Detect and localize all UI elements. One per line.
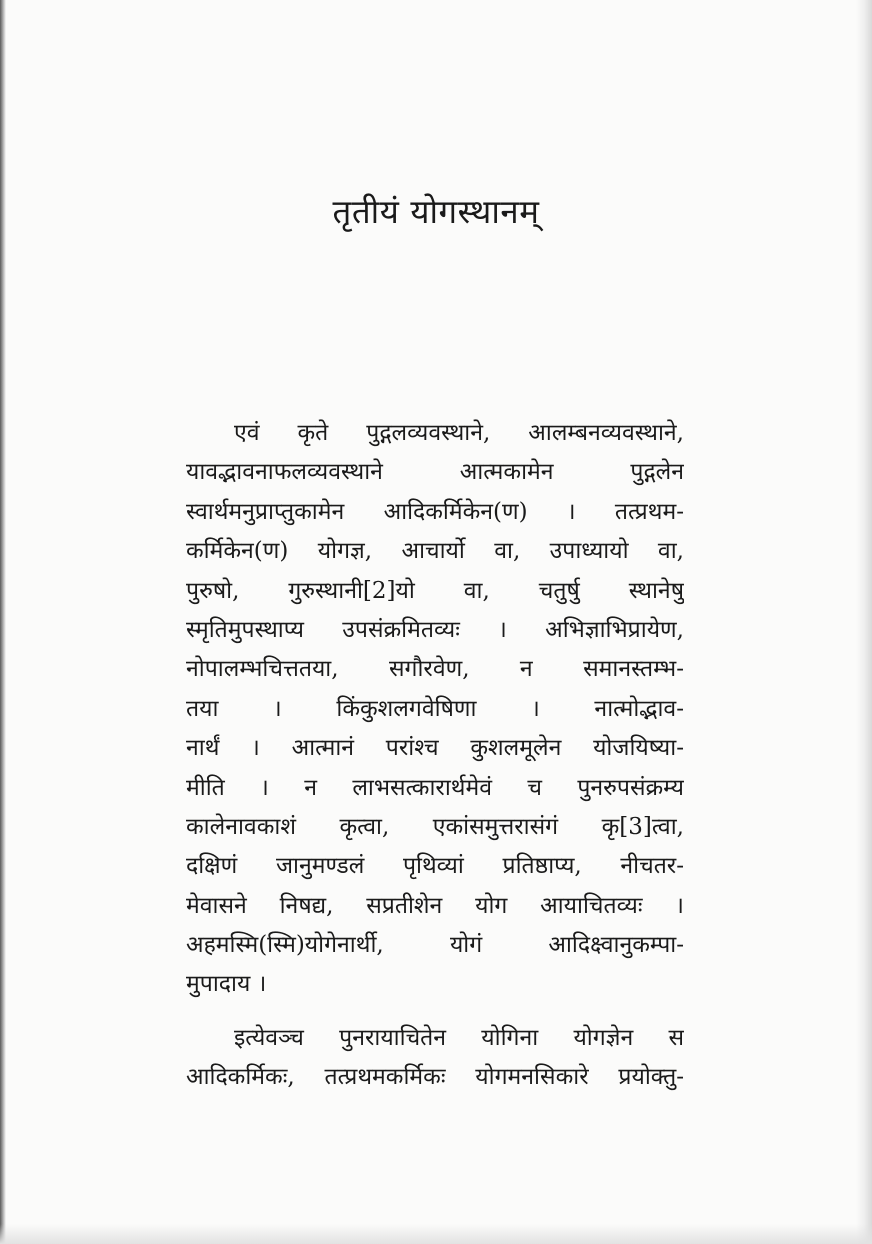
text-line: अहमस्मि(स्मि)योगेनार्थी, योगं आदिक्ष्वानुकम्पा- xyxy=(186,932,684,959)
text-line: तया । किंकुशलगवेषिणा । नात्मोद्भाव- xyxy=(186,695,684,722)
text-line: आदिकर्मिकः, तत्प्रथमकर्मिकः योगमनसिकारे प्रयोक्तु- xyxy=(186,1064,684,1091)
text-line: यावद्भावनाफलव्यवस्थाने आत्मकामेन पुद्गलेन xyxy=(186,459,684,486)
text-line: एवं कृते पुद्गलव्यवस्थाने, आलम्बनव्यवस्थाने, xyxy=(234,420,684,446)
paragraph-2 xyxy=(186,1019,684,1098)
body-text xyxy=(186,414,684,1098)
text-line: मीति । न लाभसत्कारार्थमेवं च पुनरुपसंक्रम्य xyxy=(186,774,684,801)
text-line: मेवासने निषद्य, सप्रतीशेन योग आयाचितव्यः । xyxy=(186,892,684,919)
text-line: पुरुषो, गुरुस्थानी[2]यो वा, चतुर्षु स्थानेषु xyxy=(186,577,684,604)
page-bottom-edge-shadow xyxy=(0,1224,872,1244)
text-line: दक्षिणं जानुमण्डलं पृथिव्यां प्रतिष्ठाप्य, नीचतर- xyxy=(186,853,684,880)
text-line: नार्थं । आत्मानं परांश्च कुशलमूलेन योजयिष्या- xyxy=(186,735,684,762)
paragraph-1 xyxy=(186,414,684,1005)
text-line: नोपालम्भचित्ततया, सगौरवेण, न समानस्तम्भ- xyxy=(186,656,684,683)
page-right-edge-shadow xyxy=(856,0,872,1244)
text-line: स्मृतिमुपस्थाप्य उपसंक्रमितव्यः । अभिज्ञाभिप्रायेण, xyxy=(186,616,684,643)
text-line: स्वार्थमनुप्राप्तुकामेन आदिकर्मिकेन(ण) । तत्प्रथम- xyxy=(186,498,684,525)
chapter-heading: तृतीयं योगस्थानम् xyxy=(332,192,540,231)
text-line: कर्मिकेन(ण) योगज्ञ, आचार्यो वा, उपाध्यायो वा, xyxy=(186,538,684,565)
text-line: इत्येवञ्च पुनरायाचितेन योगिना योगज्ञेन स xyxy=(234,1024,684,1051)
page-left-edge-shadow xyxy=(0,0,6,1244)
text-line: मुपादाय । xyxy=(186,971,267,998)
text-line: कालेनावकाशं कृत्वा, एकांसमुत्तरासंगं कृ[3]त्वा, xyxy=(186,813,684,840)
